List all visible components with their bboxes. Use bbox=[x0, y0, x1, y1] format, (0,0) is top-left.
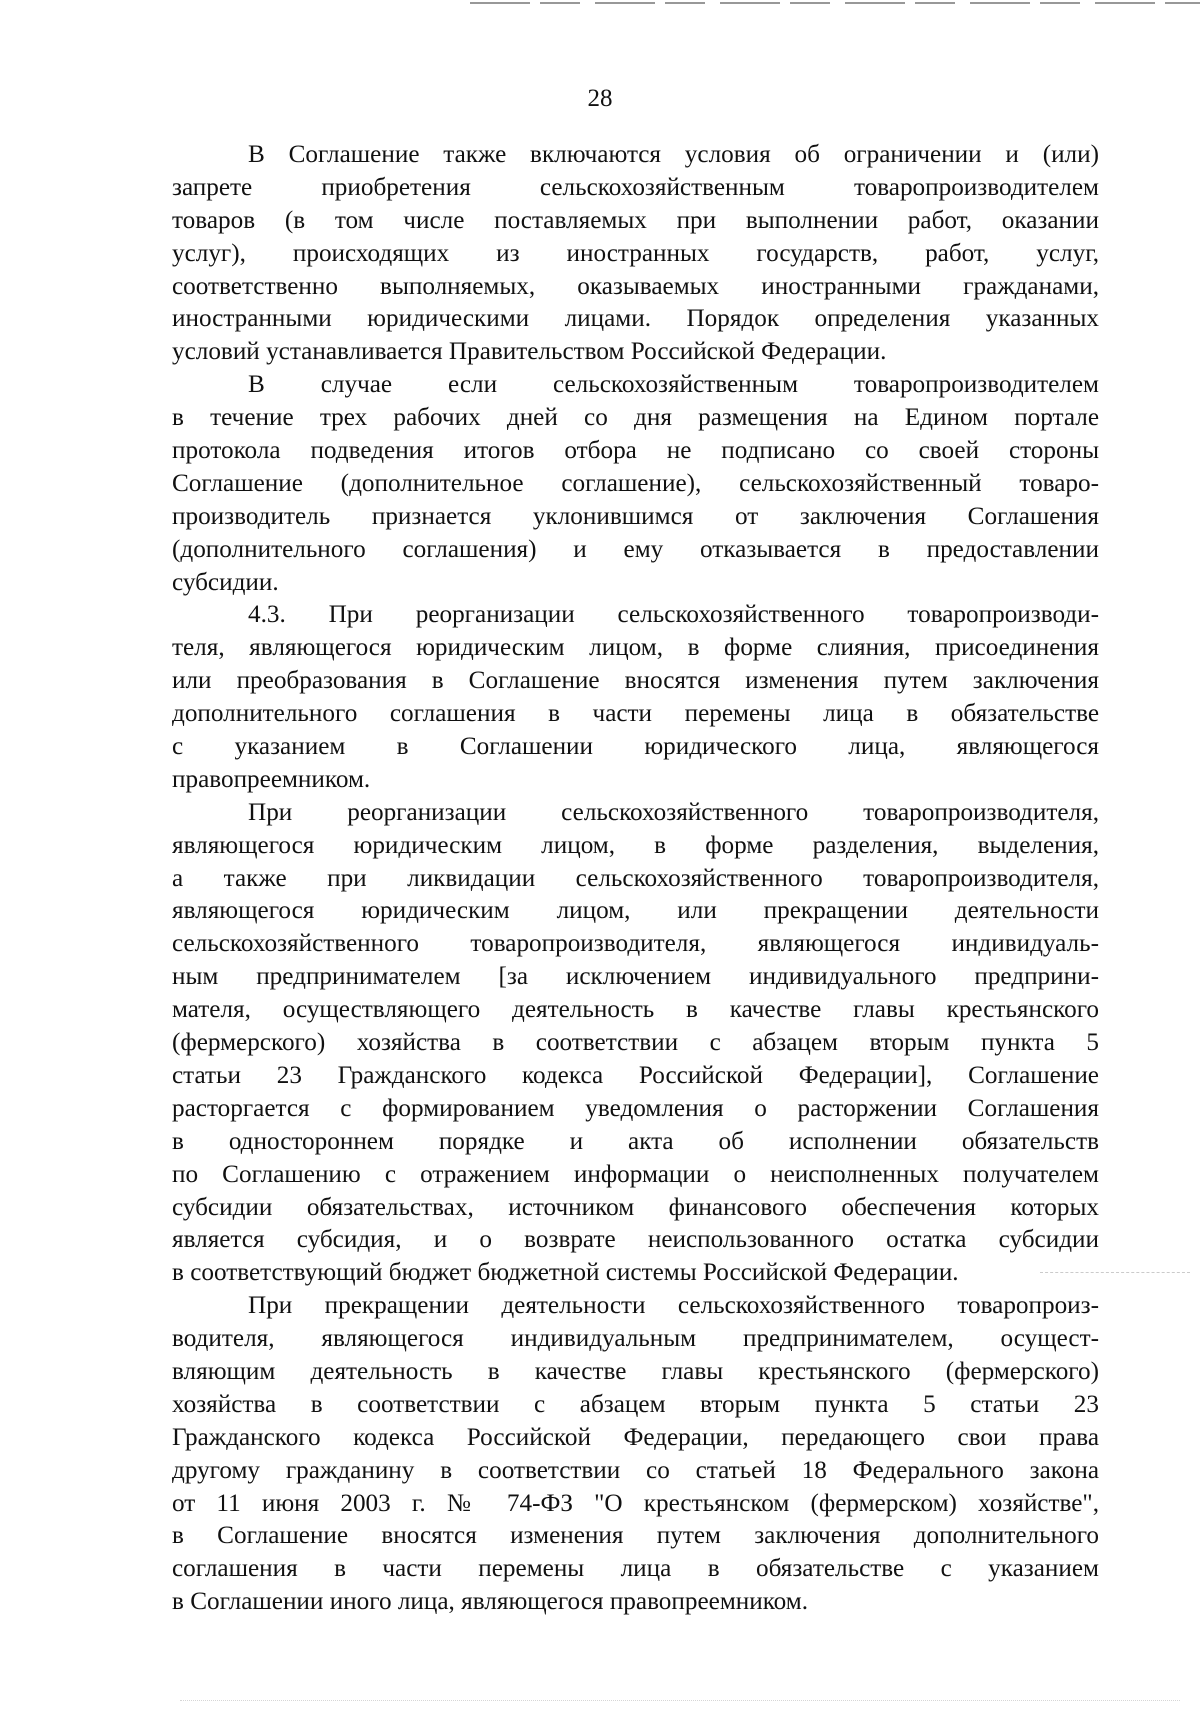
text-line: ным предпринимателем [за исключением индивидуального предприни- bbox=[172, 963, 1099, 991]
paragraph bbox=[172, 369, 1099, 599]
text-line: субсидии. bbox=[172, 568, 279, 596]
text-line: статьи 23 Гражданского кодекса Российской Федерации], Соглашение bbox=[172, 1061, 1099, 1089]
text-line: расторгается с формированием уведомления о расторжении Соглашения bbox=[172, 1094, 1099, 1122]
text-line: 4.3. При реорганизации сельскохозяйственного товаропроизводи- bbox=[248, 601, 1099, 629]
paragraph bbox=[172, 599, 1099, 796]
text-line: в одностороннем порядке и акта об исполнении обязательств bbox=[172, 1127, 1099, 1155]
text-line: При реорганизации сельскохозяйственного товаропроизводителя, bbox=[248, 798, 1099, 826]
text-line: хозяйства в соответствии с абзацем вторым пункта 5 статьи 23 bbox=[172, 1390, 1099, 1418]
document-body bbox=[172, 139, 1099, 1619]
text-line: в Соглашение вносятся изменения путем заключения дополнительного bbox=[172, 1522, 1099, 1550]
page-number: 28 bbox=[587, 85, 613, 112]
text-line: Гражданского кодекса Российской Федерации, передающего свои права bbox=[172, 1423, 1099, 1451]
text-line: являющегося юридическим лицом, в форме разделения, выделения, bbox=[172, 831, 1099, 859]
text-line: дополнительного соглашения в части перемены лица в обязательстве bbox=[172, 700, 1099, 728]
text-line: от 11 июня 2003 г. № 74-ФЗ "О крестьянском (фермерском) хозяйстве", bbox=[172, 1489, 1099, 1517]
text-line: (фермерского) хозяйства в соответствии с абзацем вторым пункта 5 bbox=[172, 1029, 1099, 1057]
text-line: услуг), происходящих из иностранных государств, работ, услуг, bbox=[172, 239, 1099, 267]
paragraph bbox=[172, 797, 1099, 1290]
text-line: протокола подведения итогов отбора не подписано со своей стороны bbox=[172, 437, 1099, 465]
text-line: иностранными юридическими лицами. Порядок определения указанных bbox=[172, 305, 1099, 333]
text-line: другому гражданину в соответствии со статьей 18 Федерального закона bbox=[172, 1456, 1099, 1484]
text-line: субсидии обязательствах, источником финансового обеспечения которых bbox=[172, 1193, 1099, 1221]
scan-edge-bottom-artifact bbox=[180, 1700, 1180, 1702]
text-line: соглашения в части перемены лица в обязательстве с указанием bbox=[172, 1555, 1099, 1583]
text-line: товаров (в том числе поставляемых при выполнении работ, оказании bbox=[172, 206, 1099, 234]
text-line: или преобразования в Соглашение вносятся изменения путем заключения bbox=[172, 667, 1099, 695]
text-line: в Соглашении иного лица, являющегося правопреемником. bbox=[172, 1588, 809, 1616]
text-line: производитель признается уклонившимся от заключения Соглашения bbox=[172, 502, 1099, 530]
text-line: В Соглашение также включаются условия об ограничении и (или) bbox=[248, 141, 1099, 168]
text-line: с указанием в Соглашении юридического лица, являющегося bbox=[172, 733, 1099, 761]
text-line: водителя, являющегося индивидуальным предпринимателем, осущест- bbox=[172, 1325, 1099, 1353]
text-line: условий устанавливается Правительством Российской Федерации. bbox=[172, 338, 887, 366]
text-line: В случае если сельскохозяйственным товаропроизводителем bbox=[248, 371, 1099, 399]
text-line: соответственно выполняемых, оказываемых иностранными гражданами, bbox=[172, 272, 1099, 300]
text-line: Соглашение (дополнительное соглашение), сельскохозяйственный товаро- bbox=[172, 469, 1099, 497]
text-line: является субсидия, и о возврате неиспользованного остатка субсидии bbox=[172, 1226, 1099, 1254]
text-line: вляющим деятельность в качестве главы крестьянского (фермерского) bbox=[172, 1357, 1099, 1385]
paragraph bbox=[172, 1290, 1099, 1619]
text-line: (дополнительного соглашения) и ему отказывается в предоставлении bbox=[172, 535, 1099, 563]
text-line: являющегося юридическим лицом, или прекращении деятельности bbox=[172, 897, 1099, 925]
text-line: При прекращении деятельности сельскохозяйственного товаропроиз- bbox=[248, 1292, 1099, 1320]
text-line: теля, являющегося юридическим лицом, в форме слияния, присоединения bbox=[172, 634, 1099, 662]
scan-edge-artifact bbox=[470, 2, 1200, 4]
paragraph bbox=[172, 139, 1099, 369]
text-line: сельскохозяйственного товаропроизводителя, являющегося индивидуаль- bbox=[172, 930, 1099, 958]
text-line: мателя, осуществляющего деятельность в качестве главы крестьянского bbox=[172, 996, 1099, 1024]
text-line: в соответствующий бюджет бюджетной системы Российской Федерации. bbox=[172, 1259, 959, 1287]
text-line: а также при ликвидации сельскохозяйственного товаропроизводителя, bbox=[172, 864, 1099, 892]
text-line: запрете приобретения сельскохозяйственным товаропроизводителем bbox=[172, 173, 1099, 201]
text-line: правопреемником. bbox=[172, 765, 371, 793]
scan-dots-artifact bbox=[1040, 1272, 1190, 1274]
text-line: в течение трех рабочих дней со дня размещения на Едином портале bbox=[172, 404, 1099, 432]
text-line: по Соглашению с отражением информации о неисполненных получателем bbox=[172, 1160, 1099, 1188]
